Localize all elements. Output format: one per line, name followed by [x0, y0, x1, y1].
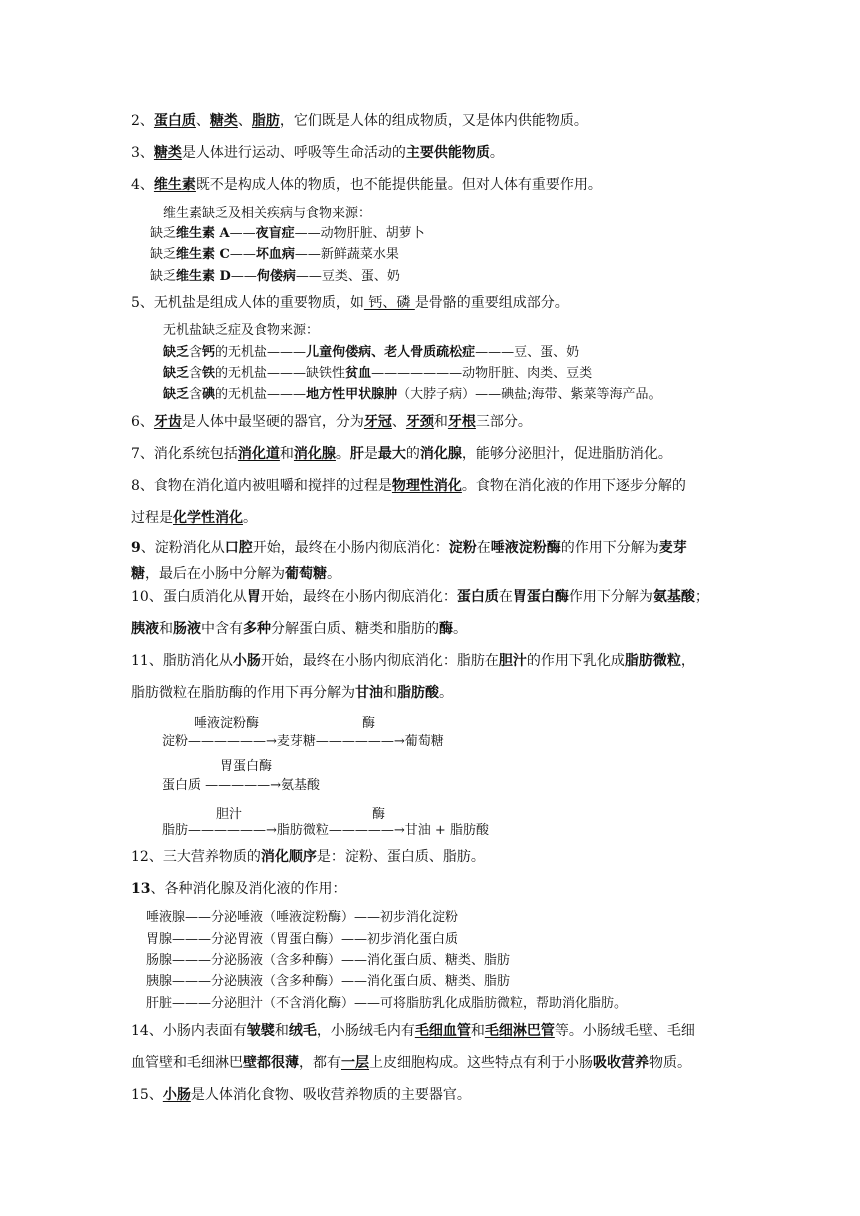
- item-3: 3、糖类是人体进行运动、呼吸等生命活动的主要供能物质。: [131, 145, 504, 161]
- item-11-cont: 脂肪微粒在脂肪酶的作用下再分解为甘油和脂肪酸。: [131, 685, 453, 701]
- keyword: 毛细血管: [414, 1023, 471, 1039]
- keyword: 小肠: [162, 1087, 191, 1103]
- keyword: 毛细淋巴管: [484, 1023, 555, 1039]
- item-14: 14、小肠内表面有皱襞和绒毛，小肠绒毛内有毛细血管和毛细淋巴管等。小肠绒毛壁、毛细: [131, 1023, 695, 1039]
- vitamin-row: 缺乏维生素 A——夜盲症——动物肝脏、胡萝卜: [150, 226, 425, 241]
- keyword: 钙、磷: [363, 295, 415, 311]
- diagram-starch-enzyme-2: 酶: [362, 716, 376, 731]
- diagram-fat-enzyme-2: 酶: [372, 807, 386, 822]
- keyword: 牙齿: [153, 414, 182, 430]
- item-7: 7、消化系统包括消化道和消化腺。肝是最大的消化腺，能够分泌胆汁，促进脂肪消化。: [131, 446, 672, 462]
- item-12: 12、三大营养物质的消化顺序是：淀粉、蛋白质、脂肪。: [131, 849, 485, 865]
- item-9-cont: 糖，最后在小肠中分解为葡萄糖。: [131, 566, 341, 582]
- diagram-fat-enzyme-1: 胆汁: [216, 807, 243, 822]
- mineral-row: 缺乏含碘的无机盐———地方性甲状腺肿（大脖子病）——碘盐;海带、紫菜等海产品。: [163, 387, 662, 402]
- keyword: 主要供能物质: [405, 145, 490, 161]
- item-8-cont: 过程是化学性消化。: [131, 510, 257, 526]
- diagram-starch-enzyme-1: 唾液淀粉酶: [194, 716, 260, 731]
- item-15: 15、小肠是人体消化食物、吸收营养物质的主要器官。: [131, 1087, 471, 1103]
- gland-row: 肠腺———分泌肠液（含多种酶）——消化蛋白质、糖类、脂肪: [146, 953, 511, 968]
- mineral-row: 缺乏含钙的无机盐———儿童佝偻病、老人骨质疏松症———豆、蛋、奶: [163, 345, 580, 360]
- keyword: 糖类: [209, 113, 238, 129]
- item-13: 13、各种消化腺及消化液的作用：: [131, 881, 347, 897]
- keyword: 脂肪: [251, 113, 280, 129]
- mineral-row: 缺乏含铁的无机盐———缺铁性贫血———————动物肝脏、肉类、豆类: [163, 366, 593, 381]
- item-6: 6、牙齿是人体中最坚硬的器官，分为牙冠、牙颈和牙根三部分。: [131, 414, 532, 430]
- keyword: 消化道: [237, 446, 280, 462]
- diagram-protein-enzyme: 胃蛋白酶: [220, 759, 273, 774]
- keyword: 牙冠: [363, 414, 392, 430]
- item-10: 10、蛋白质消化从胃开始，最终在小肠内彻底消化：蛋白质在胃蛋白酶作用下分解为氨基酸；: [131, 589, 709, 605]
- keyword: 牙颈: [405, 414, 434, 430]
- keyword: 牙根: [447, 414, 476, 430]
- mineral-heading: 无机盐缺乏症及食物来源：: [163, 323, 320, 338]
- diagram-protein-path: 蛋白质 —————→氨基酸: [162, 778, 321, 793]
- vitamin-heading: 维生素缺乏及相关疾病与食物来源：: [163, 206, 372, 221]
- item-4: 4、维生素既不是构成人体的物质，也不能提供能量。但对人体有重要作用。: [131, 177, 602, 193]
- item-14-cont: 血管壁和毛细淋巴壁都很薄，都有一层上皮细胞构成。这些特点有利于小肠吸收营养物质。: [131, 1055, 691, 1071]
- keyword: 维生素: [153, 177, 196, 193]
- item-11: 11、脂肪消化从小肠开始，最终在小肠内彻底消化：脂肪在胆汁的作用下乳化成脂肪微粒，: [131, 653, 695, 669]
- keyword: 糖类: [153, 145, 182, 161]
- vitamin-row: 缺乏维生素 D——佝偻病——豆类、蛋、奶: [150, 269, 400, 284]
- vitamin-row: 缺乏维生素 C——坏血病——新鲜蔬菜水果: [150, 247, 399, 262]
- gland-row: 肝脏———分泌胆汁（不含消化酶）——可将脂肪乳化成脂肪微粒，帮助消化脂肪。: [146, 996, 628, 1011]
- gland-row: 唾液腺——分泌唾液（唾液淀粉酶）——初步消化淀粉: [146, 910, 459, 925]
- keyword: 一层: [341, 1055, 369, 1071]
- keyword: 消化腺: [293, 446, 336, 462]
- item-5: 5、无机盐是组成人体的重要物质，如 钙、磷 是骨骼的重要组成部分。: [131, 295, 569, 311]
- item-10-cont: 胰液和肠液中含有多种分解蛋白质、糖类和脂肪的酶。: [131, 621, 467, 637]
- diagram-starch-path: 淀粉——————→麦芽糖——————→葡萄糖: [162, 734, 444, 749]
- item-2: 2、蛋白质、糖类、脂肪，它们既是人体的组成物质，又是体内供能物质。: [131, 113, 588, 129]
- gland-row: 胃腺———分泌胃液（胃蛋白酶）——初步消化蛋白质: [146, 932, 459, 947]
- diagram-fat-path: 脂肪——————→脂肪微粒—————→甘油 + 脂肪酸: [162, 823, 489, 838]
- keyword: 物理性消化: [391, 478, 462, 494]
- item-9: 9、淀粉消化从口腔开始，最终在小肠内彻底消化：淀粉在唾液淀粉酶的作用下分解为麦芽: [131, 540, 687, 556]
- keyword: 化学性消化: [173, 510, 243, 526]
- item-8: 8、食物在消化道内被咀嚼和搅拌的过程是物理性消化。食物在消化液的作用下逐步分解的: [131, 478, 686, 494]
- keyword: 蛋白质: [153, 113, 196, 129]
- gland-row: 胰腺———分泌胰液（含多种酶）——消化蛋白质、糖类、脂肪: [146, 974, 511, 989]
